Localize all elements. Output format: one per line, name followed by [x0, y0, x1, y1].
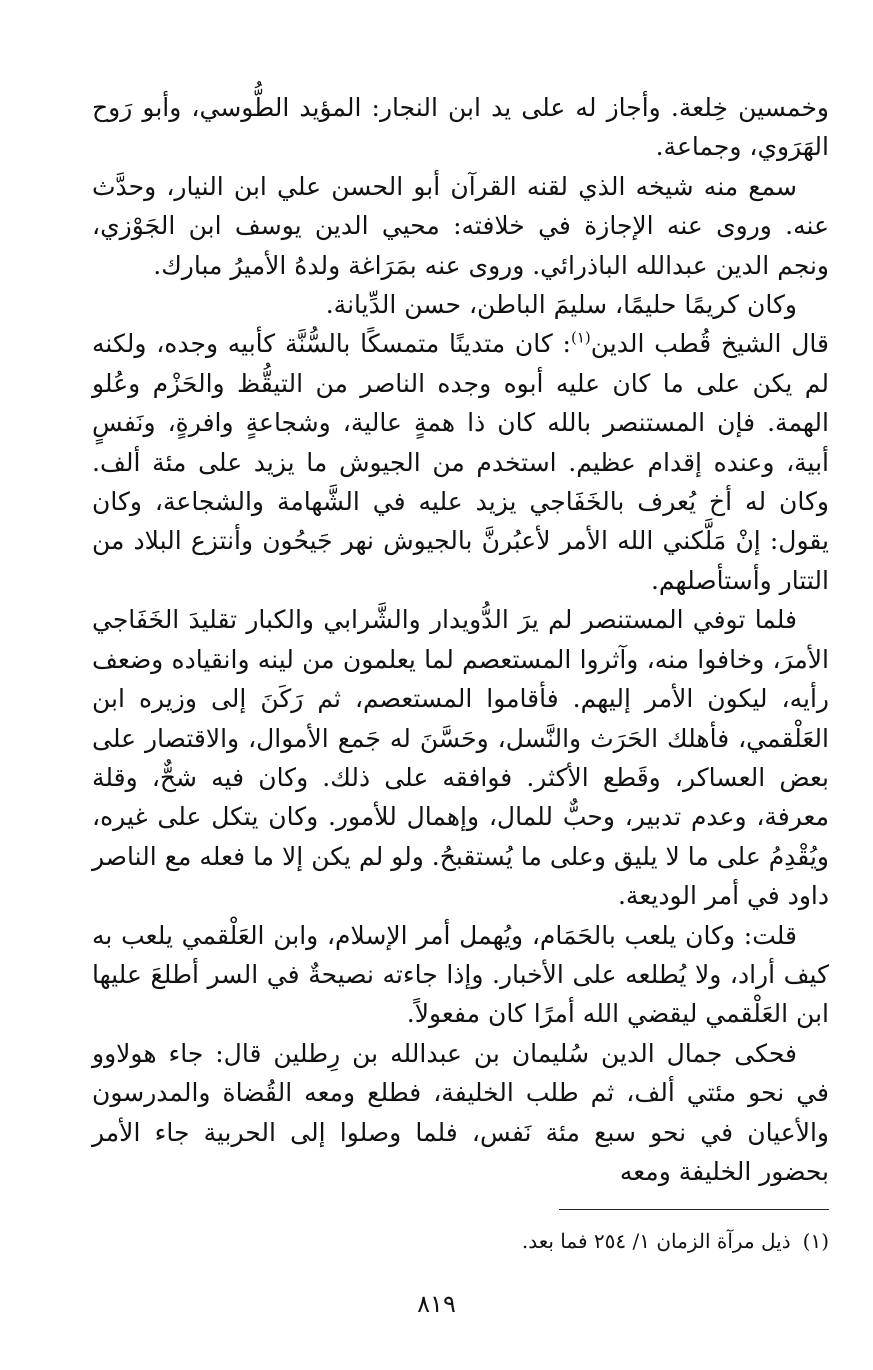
paragraph-2: سمع منه شيخه الذي لقنه القرآن أبو الحسن علي ابن النيار، وحدَّث عنه. وروى عنه الإجازة في خلافته: محيي الدين يوسف ابن الجَوْزي، ونجم الدين عبدالله الباذرائي. وروى عنه بمَرَاغة ولدهُ الأميرُ مبارك. — [92, 171, 829, 280]
paragraph-6: قلت: وكان يلعب بالحَمَام، ويُهمل أمر الإسلام، وابن العَلْقمي يلعب به كيف أراد، ولا يُطلعه على الأخبار. وإذا جاءته نصيحةٌ في السر أطلعَ عليها ابن العَلْقمي ليقضي الله أمرًا كان مفعولاً. — [92, 920, 829, 1029]
paragraph-4-start: قال الشيخ قُطب الدين — [590, 329, 829, 359]
paragraph-5: فلما توفي المستنصر لم يرَ الدُّويدار والشَّرابي والكبار تقليدَ الخَفَاجي الأمرَ، وخافوا منه، وآثروا المستعصم لما يعلمون من لينه وانقياده وضعف رأيه، ليكون الأمر إليهم. فأقاموا المستعصم، ثم رَكَنَ إلى وزيره ابن العَلْقمي، فأهلك الحَرَث والنَّسل، وحَسَّنَ له جَمع الأموال، والاقتصار على بعض العساكر، وقَطع الأكثر. فوافقه على ذلك. وكان فيه شحٌّ، وقلة معرفة، وعدم تدبير، وحبٌّ للمال، وإهمال للأمور. وكان يتكل على غيره، ويُقْدِمُ على ما لا يليق وعلى ما يُستقبحُ. ولو لم يكن إلا ما فعله مع الناصر داود في أمر الوديعة. — [92, 605, 829, 911]
paragraph-4 — [92, 324, 829, 600]
paragraph-3: وكان كريمًا حليمًا، سليمَ الباطن، حسن الدِّيانة. — [325, 290, 797, 320]
footnote — [92, 1226, 829, 1256]
paragraph-4-rest: : كان متدينًا متمسكًا بالسُّنَّة كأبيه وجده، ولكنه لم يكن على ما كان عليه أبوه وجده الناصر من التيقُّظ والحَزْم وعُلو الهمة. فإن المستنصر بالله كان ذا همةٍ عالية، وشجاعةٍ وافرةٍ، ونَفسٍ أبية، وعنده إقدام عظيم. استخدم من الجيوش ما يزيد على مئة ألف. وكان له أخ يُعرف بالخَفَاجي يزيد عليه في الشَّهامة والشجاعة، وكان يقول: إنْ مَلَّكني الله الأمر لأعبُرنَّ بالجيوش نهر جَيحُون وأنتزع البلاد من التتار وأستأصلهم. — [92, 329, 829, 595]
paragraph-1: وخمسين خِلعة. وأجاز له على يد ابن النجار: المؤيد الطُّوسي، وأبو رَوح الهَرَوي، وجماعة. — [92, 93, 829, 162]
footnote-marker: (١) — [802, 1229, 829, 1253]
footnote-separator — [559, 1209, 829, 1210]
main-text — [92, 88, 829, 1191]
paragraph-7: فحكى جمال الدين سُليمان بن عبدالله بن رِطلين قال: جاء هولاوو في نحو مئتي ألف، ثم طلب الخليفة، فطلع ومعه القُضاة والمدرسون والأعيان في نحو سبع مئة نَفس، فلما وصلوا إلى الحربية جاء الأمر بحضور الخليفة ومعه — [92, 1038, 829, 1186]
footnote-reference: (١) — [570, 329, 591, 348]
page-number: ٨١٩ — [417, 1290, 456, 1318]
footnote-text: ذيل مرآة الزمان ١/ ٢٥٤ فما بعد. — [521, 1229, 791, 1253]
